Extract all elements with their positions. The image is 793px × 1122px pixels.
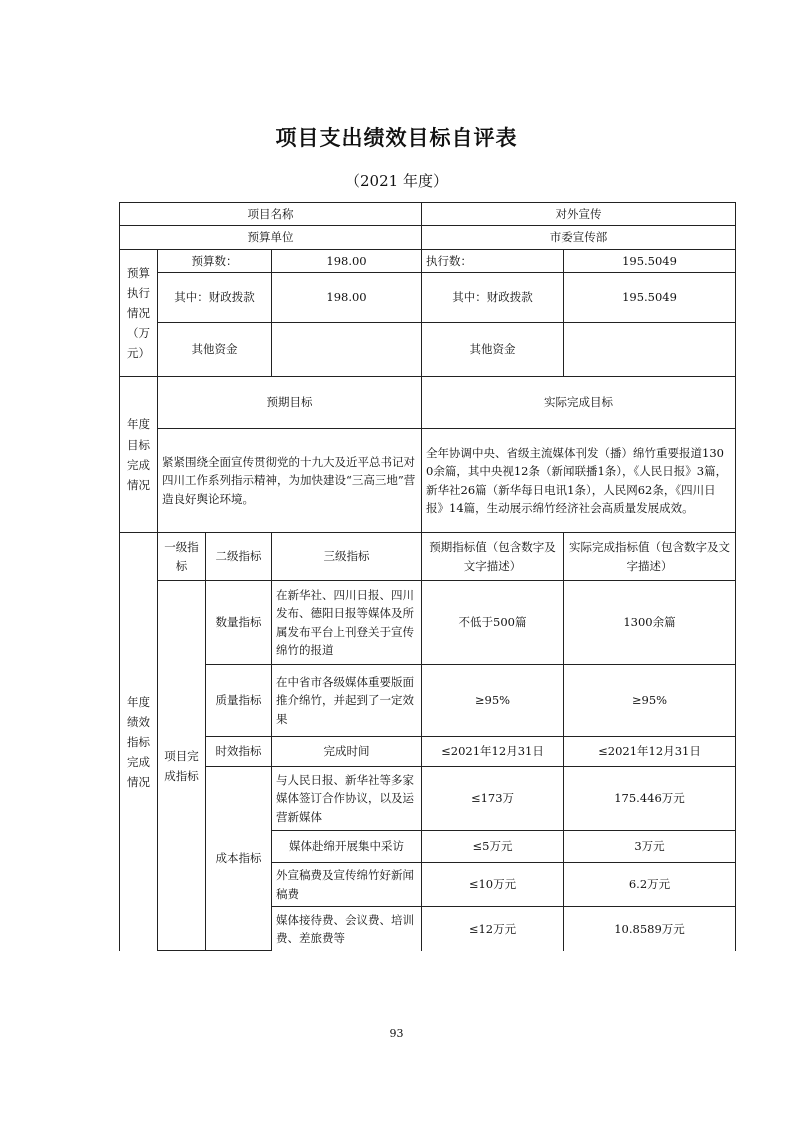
- cost-desc: 外宣稿费及宣传绵竹好新闻稿费: [272, 863, 422, 907]
- goals-section-label: 年度目标完成情况: [120, 377, 158, 533]
- other-funds-value-budget: [272, 323, 422, 377]
- page-title: 项目支出绩效目标自评表: [275, 126, 518, 150]
- cost-actual: 175.446万元: [564, 767, 736, 831]
- cost-expected: ≤5万元: [422, 831, 564, 863]
- fiscal-label-exec: 其中：财政拨款: [422, 273, 564, 323]
- performance-table: [119, 202, 736, 951]
- fiscal-value-exec: 195.5049: [564, 273, 736, 323]
- other-funds-label-exec: 其他资金: [422, 323, 564, 377]
- project-name-value: 对外宣传: [422, 203, 736, 226]
- page-number: 93: [389, 1027, 404, 1040]
- cost-actual: 6.2万元: [564, 863, 736, 907]
- other-funds-row: [120, 323, 736, 377]
- project-name-label: 项目名称: [120, 203, 422, 226]
- actual-goal-header: 实际完成目标: [422, 377, 736, 429]
- level2-header: 二级指标: [206, 533, 272, 581]
- cost-expected: ≤173万: [422, 767, 564, 831]
- budget-section-label: 预算执行情况（万元）: [120, 249, 158, 376]
- timeliness-label: 时效指标: [206, 737, 272, 767]
- cost-expected: ≤10万元: [422, 863, 564, 907]
- exec-amount-label: 执行数：: [422, 249, 564, 272]
- page-subtitle: （2021 年度）: [345, 172, 448, 190]
- timeliness-row: [120, 737, 736, 767]
- indicator-section-label: 年度绩效指标完成情况: [120, 533, 158, 951]
- quantity-row: [120, 581, 736, 665]
- quantity-actual: 1300余篇: [564, 581, 736, 665]
- fiscal-value-budget: 198.00: [272, 273, 422, 323]
- expected-value-header: 预期指标值（包含数字及文字描述）: [422, 533, 564, 581]
- cost-row: [120, 767, 736, 831]
- timeliness-expected: ≤2021年12月31日: [422, 737, 564, 767]
- actual-value-header: 实际完成指标值（包含数字及文字描述）: [564, 533, 736, 581]
- cost-desc: 媒体接待费、会议费、培训费、差旅费等: [272, 907, 422, 951]
- quality-expected: ≥95%: [422, 665, 564, 737]
- quantity-label: 数量指标: [206, 581, 272, 665]
- budget-unit-value: 市委宣传部: [422, 226, 736, 249]
- goals-header-row: [120, 377, 736, 429]
- budget-amount-label: 预算数：: [158, 249, 272, 272]
- level1-header: 一级指标: [158, 533, 206, 581]
- budget-amount-value: 198.00: [272, 249, 422, 272]
- other-funds-value-exec: [564, 323, 736, 377]
- goals-content-row: [120, 429, 736, 533]
- quality-desc: 在中省市各级媒体重要版面推介绵竹，并起到了一定效果: [272, 665, 422, 737]
- cost-actual: 3万元: [564, 831, 736, 863]
- cost-desc: 与人民日报、新华社等多家媒体签订合作协议，以及运营新媒体: [272, 767, 422, 831]
- actual-goal-text: 全年协调中央、省级主流媒体刊发（播）绵竹重要报道1300余篇，其中央视12条（新闻联播1条），《人民日报》3篇，新华社26篇（新华每日电讯1条），人民网62条，《四川日报》14篇，生动展示绵竹经济社会高质量发展成效。: [422, 429, 736, 533]
- exec-amount-value: 195.5049: [564, 249, 736, 272]
- fiscal-label-budget: 其中：财政拨款: [158, 273, 272, 323]
- expected-goal-text: 紧紧围绕全面宣传贯彻党的十九大及近平总书记对四川工作系列指示精神，为加快建设“三高三地”营造良好舆论环境。: [158, 429, 422, 533]
- project-name-row: [120, 203, 736, 226]
- timeliness-desc: 完成时间: [272, 737, 422, 767]
- other-funds-label-budget: 其他资金: [158, 323, 272, 377]
- level1-value: 项目完成指标: [158, 581, 206, 951]
- cost-expected: ≤12万元: [422, 907, 564, 951]
- timeliness-actual: ≤2021年12月31日: [564, 737, 736, 767]
- indicator-header-row: [120, 533, 736, 581]
- quantity-expected: 不低于500篇: [422, 581, 564, 665]
- budget-unit-row: [120, 226, 736, 249]
- fiscal-row: [120, 273, 736, 323]
- expected-goal-header: 预期目标: [158, 377, 422, 429]
- cost-label: 成本指标: [206, 767, 272, 951]
- quality-label: 质量指标: [206, 665, 272, 737]
- quality-actual: ≥95%: [564, 665, 736, 737]
- level3-header: 三级指标: [272, 533, 422, 581]
- quantity-desc: 在新华社、四川日报、四川发布、德阳日报等媒体及所属发布平台上刊登关于宣传绵竹的报道: [272, 581, 422, 665]
- cost-desc: 媒体赴绵开展集中采访: [272, 831, 422, 863]
- budget-amount-row: [120, 249, 736, 272]
- budget-unit-label: 预算单位: [120, 226, 422, 249]
- cost-actual: 10.8589万元: [564, 907, 736, 951]
- quality-row: [120, 665, 736, 737]
